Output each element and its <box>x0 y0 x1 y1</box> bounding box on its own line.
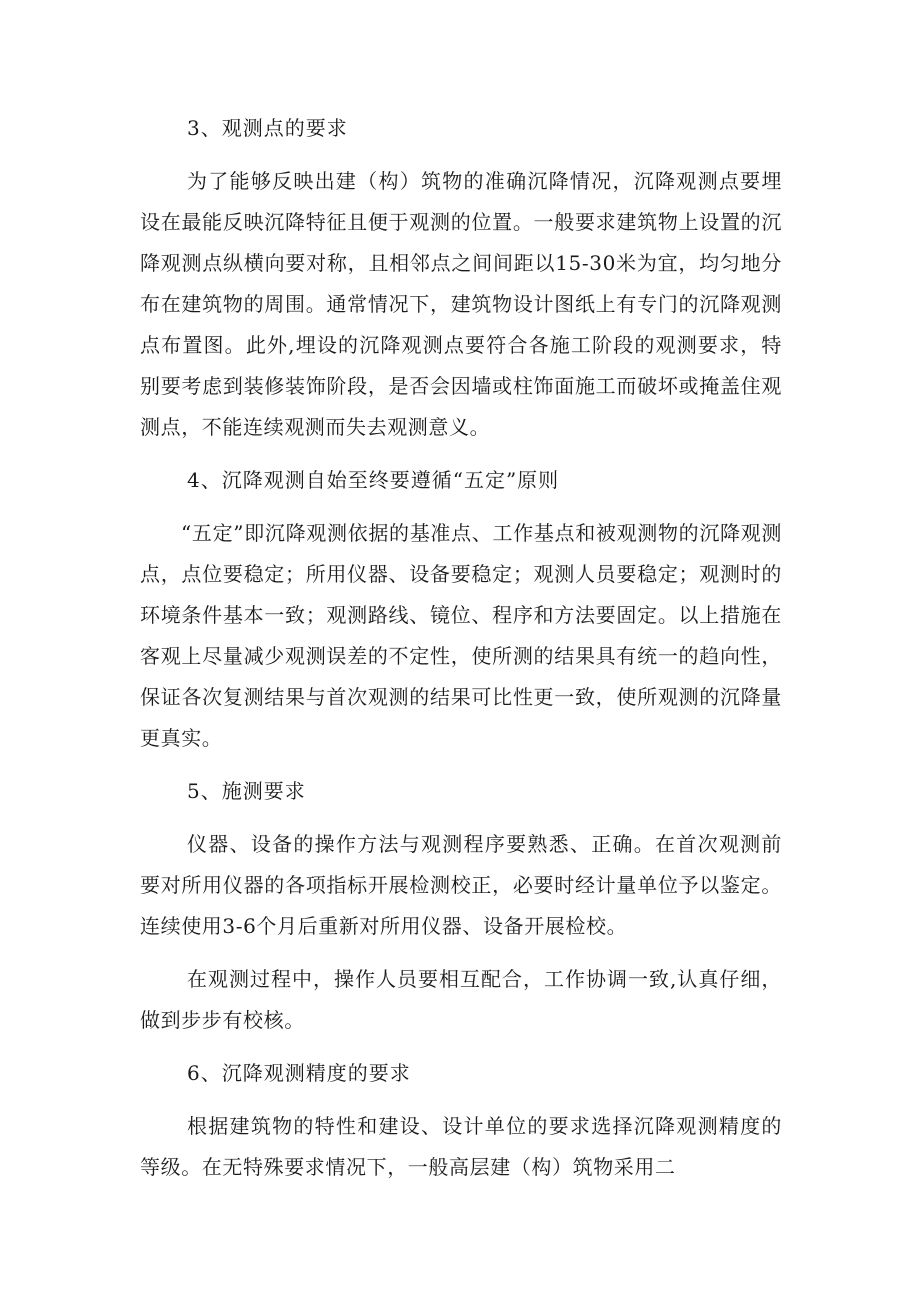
paragraph-five-fixed-principle: “五定”即沉降观测依据的基准点、工作基点和被观测物的沉降观测点，点位要稳定；所用仪器、设备要稳定；观测人员要稳定；观测时的环境条件基本一致；观测路线、镜位、程序和方法要固定。以上措施在客观上尽量减少观测误差的不定性，使所测的结果具有统一的趋向性，保证各次复测结果与首次观测的结果可比性更一致，使所观测的沉降量更真实。 <box>140 521 782 750</box>
document-body <box>140 108 782 1200</box>
paragraph-observation-points: 为了能够反映出建（构）筑物的准确沉降情况，沉降观测点要埋设在最能反映沉降特征且便于观测的位置。一般要求建筑物上设置的沉降观测点纵横向要对称，且相邻点之间间距以15-30米为宜，均匀地分布在建筑物的周围。通常情况下，建筑物设计图纸上有专门的沉降观测点布置图。此外,埋设的沉降观测点要符合各施工阶段的观测要求，特别要考虑到装修装饰阶段，是否会因墙或柱饰面施工而破坏或掩盖住观测点，不能连续观测而失去观测意义。 <box>140 169 782 439</box>
section-heading-observation-points: 3、观测点的要求 <box>187 116 348 140</box>
section-heading-five-fixed-principle: 4、沉降观测自始至终要遵循“五定”原则 <box>187 468 560 492</box>
paragraph-instrument-calibration: 仪器、设备的操作方法与观测程序要熟悉、正确。在首次观测前要对所用仪器的各项指标开展检测校正，必要时经计量单位予以鉴定。连续使用3-6个月后重新对所用仪器、设备开展检校。 <box>140 832 782 938</box>
paragraph-operator-cooperation: 在观测过程中，操作人员要相互配合，工作协调一致,认真仔细，做到步步有校核。 <box>140 967 782 1032</box>
paragraph-precision-grade: 根据建筑物的特性和建设、设计单位的要求选择沉降观测精度的等级。在无特殊要求情况下，一般高层建（构）筑物采用二 <box>140 1114 782 1179</box>
section-heading-precision-requirements: 6、沉降观测精度的要求 <box>187 1061 411 1085</box>
section-heading-survey-requirements: 5、施测要求 <box>187 779 306 803</box>
